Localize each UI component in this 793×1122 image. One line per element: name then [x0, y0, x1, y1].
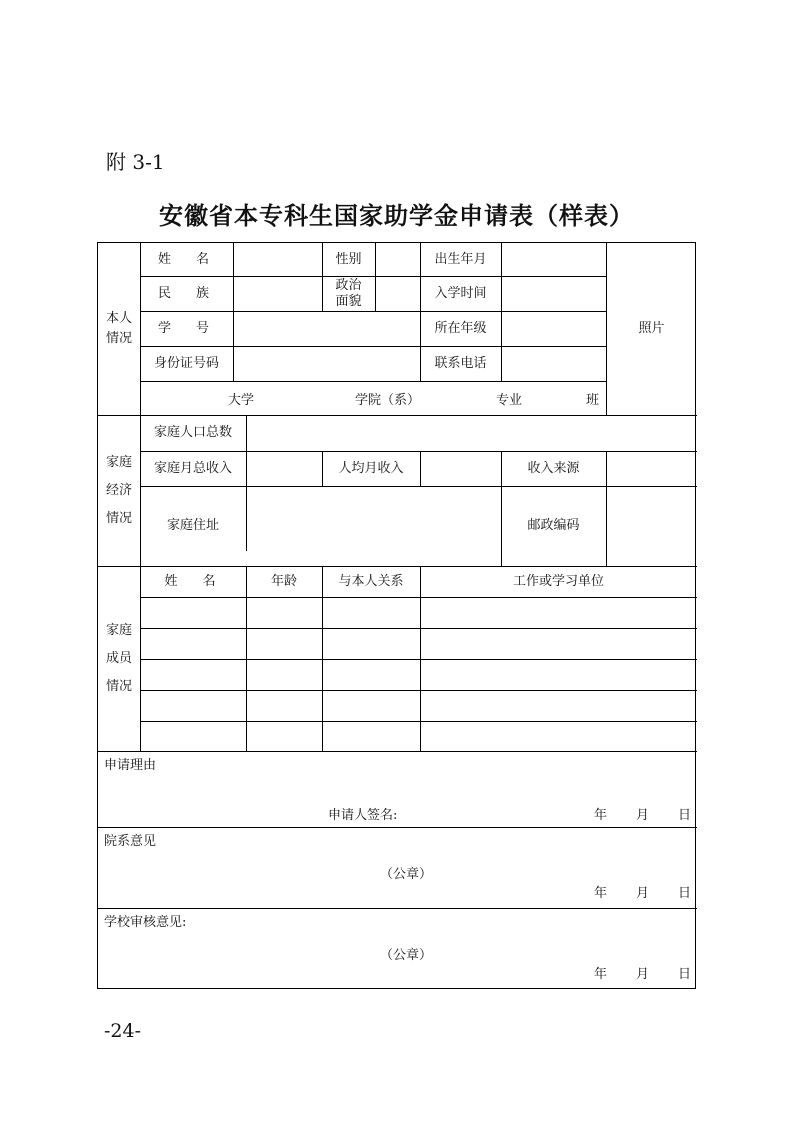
dept-month: 月 [636, 886, 650, 901]
income-source-label: 收入来源 [527, 460, 580, 476]
id-card-field[interactable] [233, 346, 420, 381]
section-personal [98, 243, 140, 415]
name-field[interactable] [233, 243, 322, 276]
postcode-field[interactable] [606, 486, 697, 566]
address-field[interactable] [246, 486, 501, 566]
school-month: 月 [636, 967, 650, 982]
monthly-income-label: 家庭月总收入 [153, 460, 232, 476]
school-opinion-label: 学校审核意见: [104, 915, 187, 930]
postcode-label: 邮政编码 [527, 518, 580, 533]
population-field[interactable] [246, 415, 697, 451]
gender-label: 性别 [335, 251, 362, 267]
major-label: 专业 [496, 393, 523, 408]
political-field[interactable] [375, 276, 420, 311]
dept-year: 年 [594, 886, 608, 901]
section-economy [98, 415, 140, 566]
member-row[interactable] [140, 597, 697, 628]
grid-line [98, 827, 697, 828]
university-label: 大学 [228, 393, 255, 408]
political-label-line2: 面貌 [335, 293, 362, 309]
section-economy-line3: 情况 [105, 510, 132, 526]
enroll-field[interactable] [501, 276, 606, 311]
reason-year: 年 [594, 808, 608, 823]
gender-field[interactable] [375, 243, 420, 276]
birth-field[interactable] [501, 243, 606, 276]
section-members-line1: 家庭 [105, 622, 132, 638]
college-label: 学院（系） [355, 393, 421, 408]
school-day: 日 [678, 967, 692, 982]
reason-day: 日 [678, 808, 692, 823]
political-label-line1: 政治 [335, 277, 362, 293]
member-name-header: 姓 名 [164, 573, 222, 589]
population-label: 家庭人口总数 [153, 425, 232, 440]
monthly-income-field[interactable] [246, 451, 322, 486]
reason-label: 申请理由 [104, 758, 157, 773]
member-row[interactable] [140, 690, 697, 721]
member-row[interactable] [140, 628, 697, 659]
grid-line [98, 751, 697, 752]
reason-month: 月 [636, 808, 650, 823]
class-label: 班 [586, 393, 600, 408]
dept-seal: （公章） [380, 867, 433, 882]
per-capita-label: 人均月收入 [338, 460, 404, 476]
section-members-line2: 成员 [105, 650, 132, 666]
section-members-line3: 情况 [105, 678, 132, 694]
annex-label: 附 3-1 [106, 150, 165, 174]
section-members [98, 566, 140, 751]
school-year: 年 [594, 967, 608, 982]
school-seal: （公章） [380, 948, 433, 963]
section-personal-line1: 本人 [105, 311, 132, 326]
photo-box[interactable]: 照片 [638, 321, 665, 336]
political-label [322, 276, 375, 311]
dept-opinion-label: 院系意见 [104, 834, 157, 849]
ethnicity-label: 民 族 [157, 285, 215, 301]
section-personal-line2: 情况 [105, 331, 132, 346]
grade-label: 所在年级 [434, 320, 487, 336]
member-age-header: 年龄 [270, 573, 297, 589]
ethnicity-field[interactable] [233, 276, 322, 311]
member-row[interactable] [140, 721, 697, 751]
member-workplace-header: 工作或学习单位 [512, 573, 604, 589]
grade-field[interactable] [501, 311, 606, 346]
member-row[interactable] [140, 659, 697, 690]
page-number: -24- [104, 1020, 142, 1042]
income-source-field[interactable] [606, 451, 697, 486]
id-card-label: 身份证号码 [153, 355, 219, 371]
enroll-label: 入学时间 [434, 285, 487, 301]
member-relation-header: 与本人关系 [338, 573, 404, 589]
name-label: 姓 名 [157, 251, 215, 267]
birth-label: 出生年月 [434, 251, 487, 267]
grid-line [98, 908, 697, 909]
dept-day: 日 [678, 886, 692, 901]
phone-label: 联系电话 [434, 355, 487, 371]
grid-line [140, 381, 606, 382]
page-title: 安徽省本专科生国家助学金申请表（样表） [159, 201, 634, 230]
address-label: 家庭住址 [166, 518, 219, 533]
phone-field[interactable] [501, 346, 606, 381]
applicant-signature-label: 申请人签名: [328, 808, 398, 823]
per-capita-field[interactable] [420, 451, 501, 486]
section-economy-line2: 经济 [105, 482, 132, 498]
section-economy-line1: 家庭 [105, 454, 132, 470]
application-form [97, 242, 696, 989]
student-id-field[interactable] [233, 311, 420, 346]
student-id-label: 学 号 [157, 320, 215, 336]
